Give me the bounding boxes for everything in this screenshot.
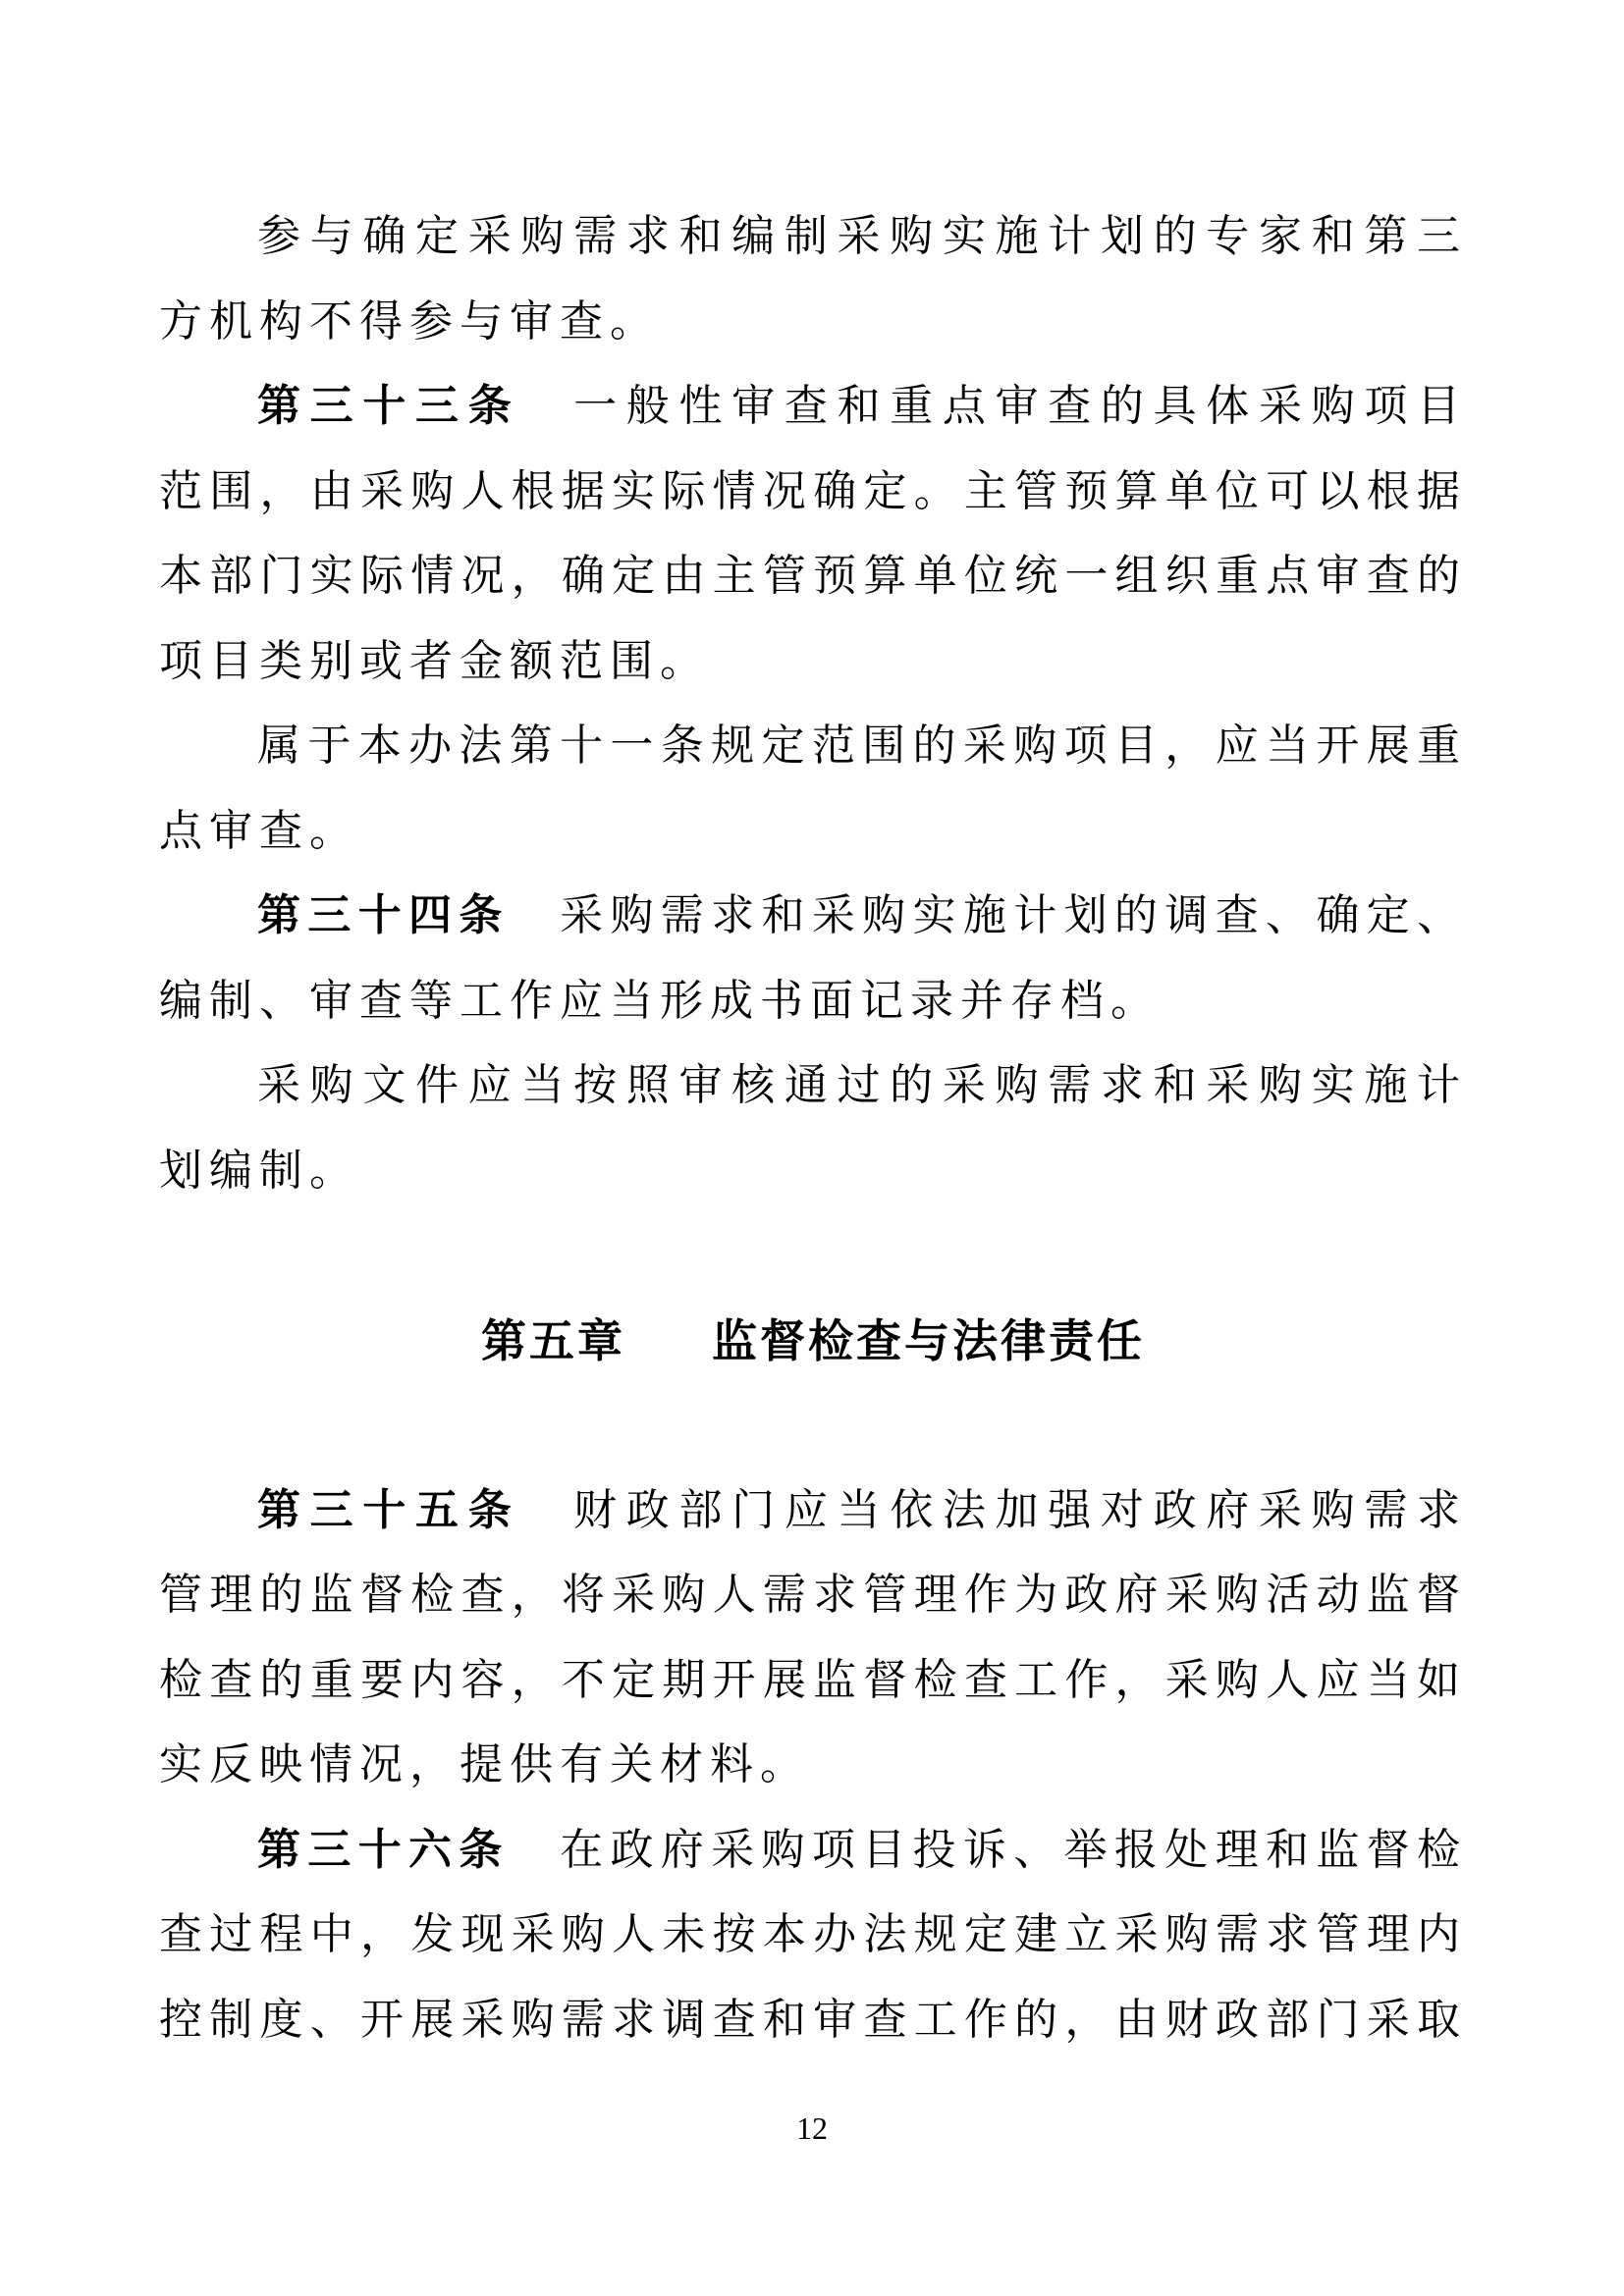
text-run: 划编制。 bbox=[159, 1146, 359, 1195]
text-line bbox=[159, 364, 1467, 450]
text-line bbox=[159, 450, 1467, 535]
text-line bbox=[159, 874, 1467, 959]
text-run: 属于本办法第十一条规定范围的采购项目，应当开展重 bbox=[257, 721, 1467, 770]
text-line bbox=[159, 1043, 1467, 1129]
text-line bbox=[159, 1129, 1467, 1214]
emphasis-run: 第三十三条 bbox=[257, 382, 521, 430]
text-run: 编制、审查等工作应当形成书面记录并存档。 bbox=[159, 976, 1161, 1025]
text-run: 财政部门应当依法加强对政府采购需求 bbox=[520, 1485, 1468, 1534]
text-line bbox=[159, 1978, 1467, 2063]
text-run: 实反映情况，提供有关材料。 bbox=[159, 1740, 810, 1789]
text-line bbox=[159, 619, 1467, 705]
text-run: 本部门实际情况，确定由主管预算单位统一组织重点审查的 bbox=[159, 552, 1467, 600]
text-line bbox=[159, 194, 1467, 280]
text-run: 在政府采购项目投诉、举报处理和监督检 bbox=[509, 1825, 1468, 1874]
text-run: 采购文件应当按照审核通过的采购需求和采购实施计 bbox=[257, 1061, 1467, 1109]
text-run: 检查的重要内容，不定期开展监督检查工作，采购人应当如 bbox=[159, 1655, 1467, 1704]
text-line bbox=[159, 959, 1467, 1044]
text-line bbox=[159, 1553, 1467, 1638]
text-run: 方机构不得参与审查。 bbox=[159, 296, 660, 346]
text-run: 查过程中，发现采购人未按本办法规定建立采购需求管理内 bbox=[159, 1910, 1467, 1958]
text-run: 参与确定采购需求和编制采购实施计划的专家和第三 bbox=[257, 212, 1467, 260]
text-run: 控制度、开展采购需求调查和审查工作的，由财政部门采取 bbox=[159, 1995, 1467, 2044]
emphasis-run: 第三十四条 bbox=[257, 891, 510, 939]
emphasis-run: 第三十五条 bbox=[257, 1485, 521, 1534]
text-line bbox=[159, 280, 1467, 365]
emphasis-run: 第三十六条 bbox=[257, 1825, 510, 1874]
document-body bbox=[159, 194, 1467, 2062]
emphasis-run: 监督检查与法律责任 bbox=[712, 1314, 1145, 1366]
page-number: 12 bbox=[796, 2110, 828, 2146]
text-run: 采购需求和采购实施计划的调查、确定、 bbox=[509, 891, 1468, 939]
text-run: 项目类别或者金额范围。 bbox=[159, 636, 710, 685]
text-line bbox=[159, 789, 1467, 875]
text-run: 点审查。 bbox=[159, 806, 359, 855]
text-run: 管理的监督检查，将采购人需求管理作为政府采购活动监督 bbox=[159, 1571, 1467, 1619]
text-line bbox=[159, 704, 1467, 789]
text-line bbox=[159, 1638, 1467, 1724]
emphasis-run: 第五章 bbox=[481, 1314, 625, 1366]
text-line bbox=[159, 1468, 1467, 1554]
text-run: 范围，由采购人根据实际情况确定。主管预算单位可以根据 bbox=[159, 466, 1467, 515]
text-line bbox=[159, 1808, 1467, 1894]
text-line bbox=[159, 1723, 1467, 1808]
chapter-heading bbox=[159, 1299, 1467, 1384]
text-line bbox=[159, 1893, 1467, 1978]
text-line bbox=[159, 534, 1467, 619]
text-run: 一般性审查和重点审查的具体采购项目 bbox=[520, 382, 1468, 430]
